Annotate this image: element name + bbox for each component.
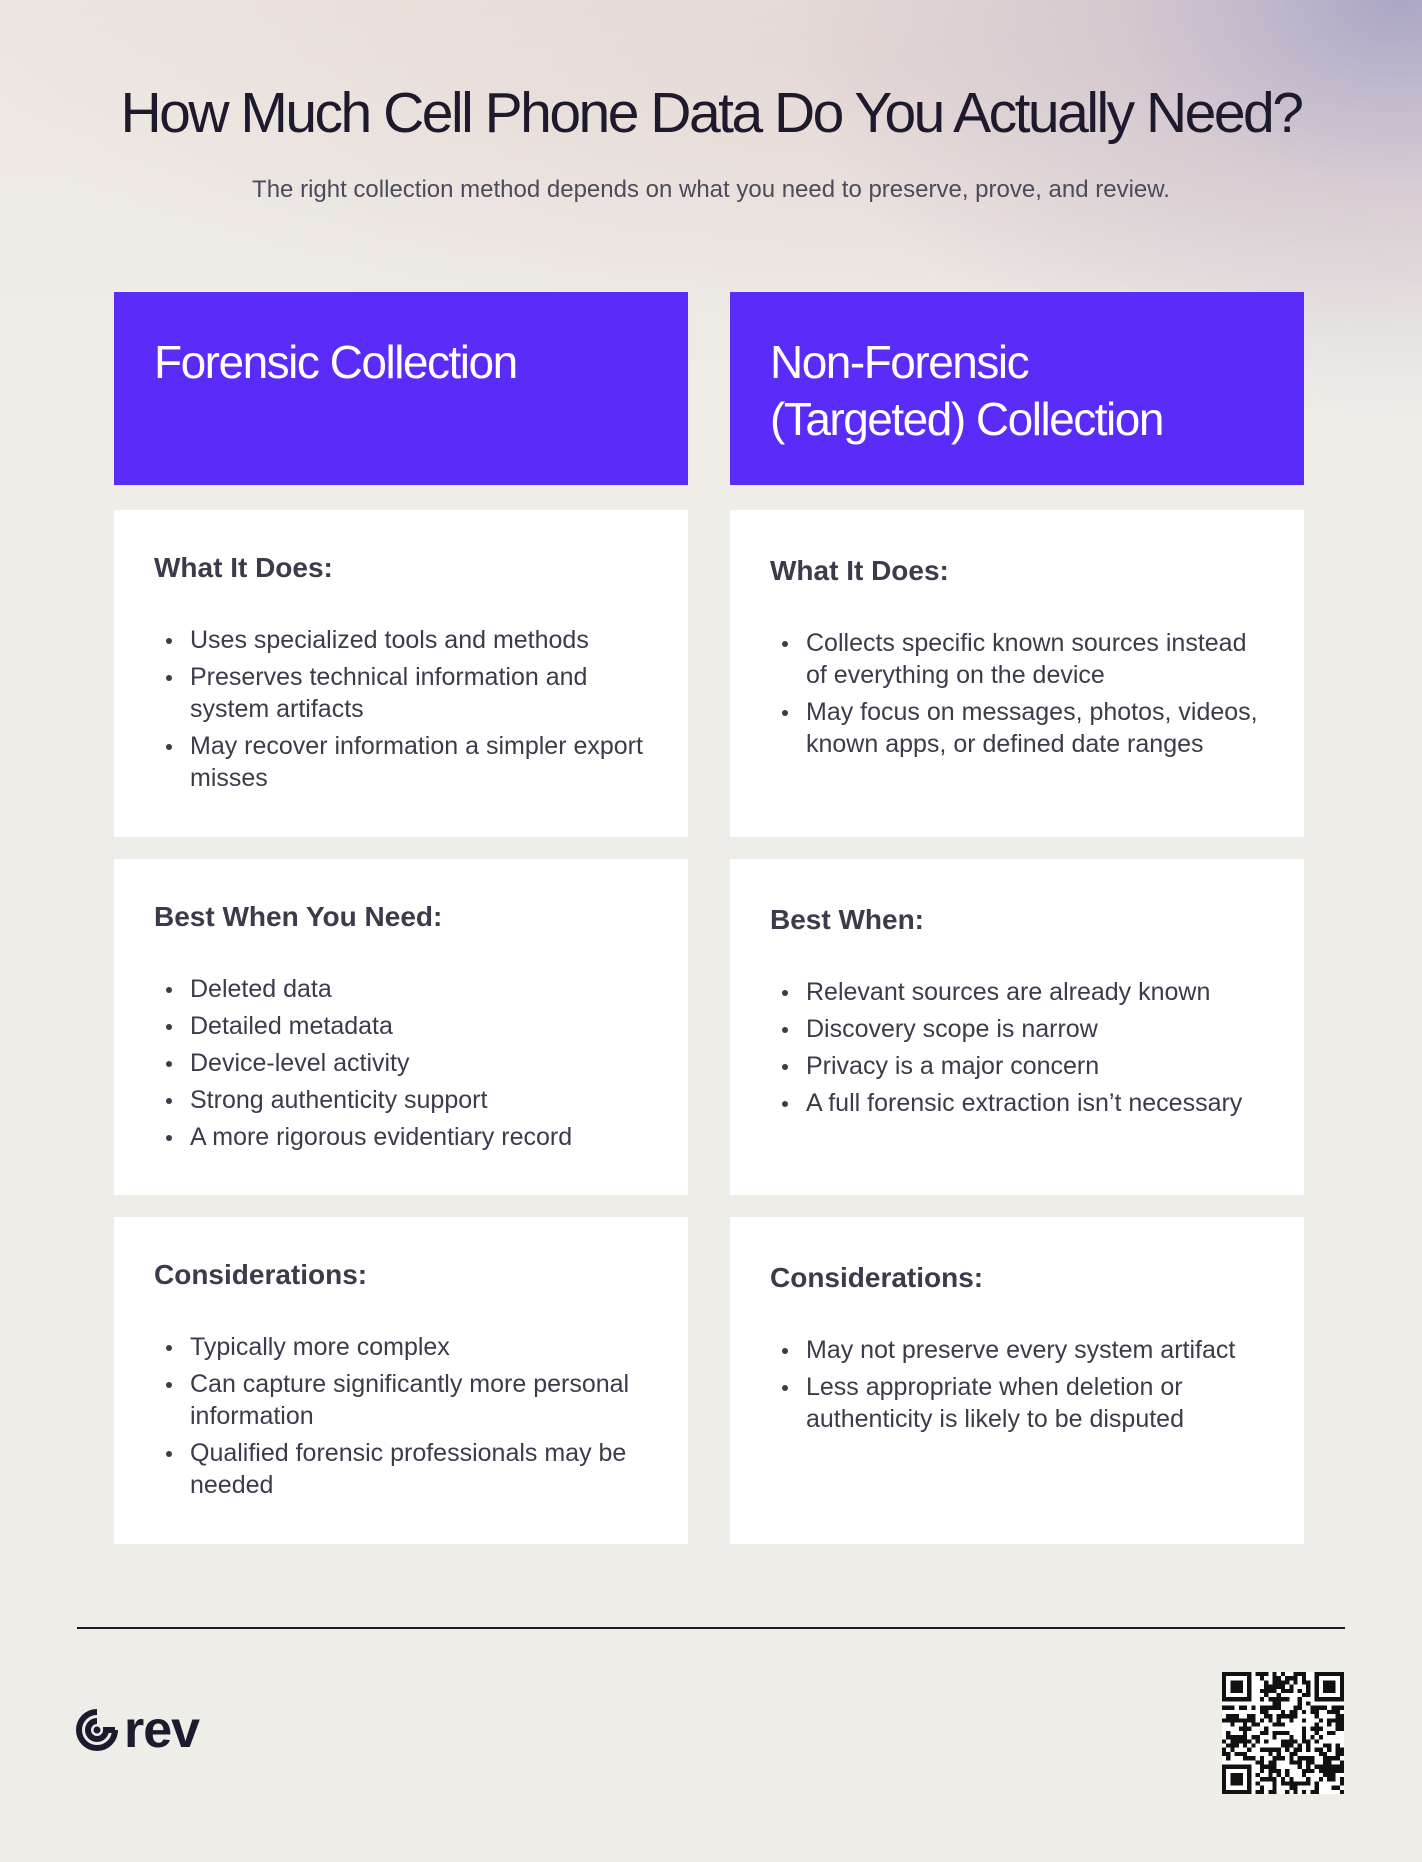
forensic-considerations-card bbox=[114, 1217, 688, 1544]
rev-logo[interactable] bbox=[76, 1700, 199, 1760]
bullet-list bbox=[770, 1334, 1264, 1435]
bullet-list bbox=[770, 976, 1264, 1119]
list-item: Less appropriate when deletion or authenticity is likely to be disputed bbox=[770, 1371, 1264, 1435]
non-forensic-what-it-does-card bbox=[730, 510, 1304, 837]
qr-code-icon[interactable] bbox=[1222, 1672, 1344, 1794]
non-forensic-considerations-card bbox=[730, 1217, 1304, 1544]
bullet-list bbox=[154, 1331, 648, 1501]
forensic-collection-header bbox=[114, 292, 688, 485]
forensic-what-it-does-card bbox=[114, 510, 688, 837]
forensic-best-when-card bbox=[114, 859, 688, 1195]
column-heading-line: Non-Forensic bbox=[770, 336, 1029, 388]
list-item: May focus on messages, photos, videos, known apps, or defined date ranges bbox=[770, 696, 1264, 760]
page-subtitle: The right collection method depends on what you need to preserve, prove, and review. bbox=[252, 176, 1170, 203]
list-item: Qualified forensic professionals may be needed bbox=[154, 1437, 648, 1501]
bullet-list bbox=[154, 624, 648, 794]
list-item: May not preserve every system artifact bbox=[770, 1334, 1264, 1366]
card-title: Best When: bbox=[770, 904, 924, 935]
bullet-list bbox=[770, 627, 1264, 760]
card-title: Best When You Need: bbox=[154, 901, 443, 932]
list-item: Strong authenticity support bbox=[154, 1084, 648, 1116]
non-forensic-best-when-card bbox=[730, 859, 1304, 1195]
list-item: Can capture significantly more personal information bbox=[154, 1368, 648, 1432]
page-title: How Much Cell Phone Data Do You Actually Need? bbox=[120, 81, 1302, 145]
list-item: A more rigorous evidentiary record bbox=[154, 1121, 648, 1153]
list-item: Typically more complex bbox=[154, 1331, 648, 1363]
card-title: What It Does: bbox=[770, 555, 949, 586]
list-item: Deleted data bbox=[154, 973, 648, 1005]
list-item: May recover information a simpler export misses bbox=[154, 730, 648, 794]
list-item: Detailed metadata bbox=[154, 1010, 648, 1042]
card-title: Considerations: bbox=[770, 1262, 984, 1293]
list-item: Device-level activity bbox=[154, 1047, 648, 1079]
list-item: Relevant sources are already known bbox=[770, 976, 1264, 1008]
card-title: What It Does: bbox=[154, 552, 333, 583]
list-item: A full forensic extraction isn’t necessary bbox=[770, 1087, 1264, 1119]
list-item: Privacy is a major concern bbox=[770, 1050, 1264, 1082]
column-heading-line: (Targeted) Collection bbox=[770, 393, 1163, 445]
footer-divider bbox=[77, 1627, 1345, 1629]
list-item: Collects specific known sources instead of everything on the device bbox=[770, 627, 1264, 691]
non-forensic-collection-header bbox=[730, 292, 1304, 485]
list-item: Uses specialized tools and methods bbox=[154, 624, 648, 656]
list-item: Preserves technical information and system artifacts bbox=[154, 661, 648, 725]
list-item: Discovery scope is narrow bbox=[770, 1013, 1264, 1045]
bullet-list bbox=[154, 973, 648, 1153]
card-title: Considerations: bbox=[154, 1259, 368, 1290]
rev-logo-icon bbox=[76, 1709, 118, 1751]
column-heading-line: Forensic Collection bbox=[154, 336, 517, 388]
logo-text: rev bbox=[124, 1701, 200, 1759]
